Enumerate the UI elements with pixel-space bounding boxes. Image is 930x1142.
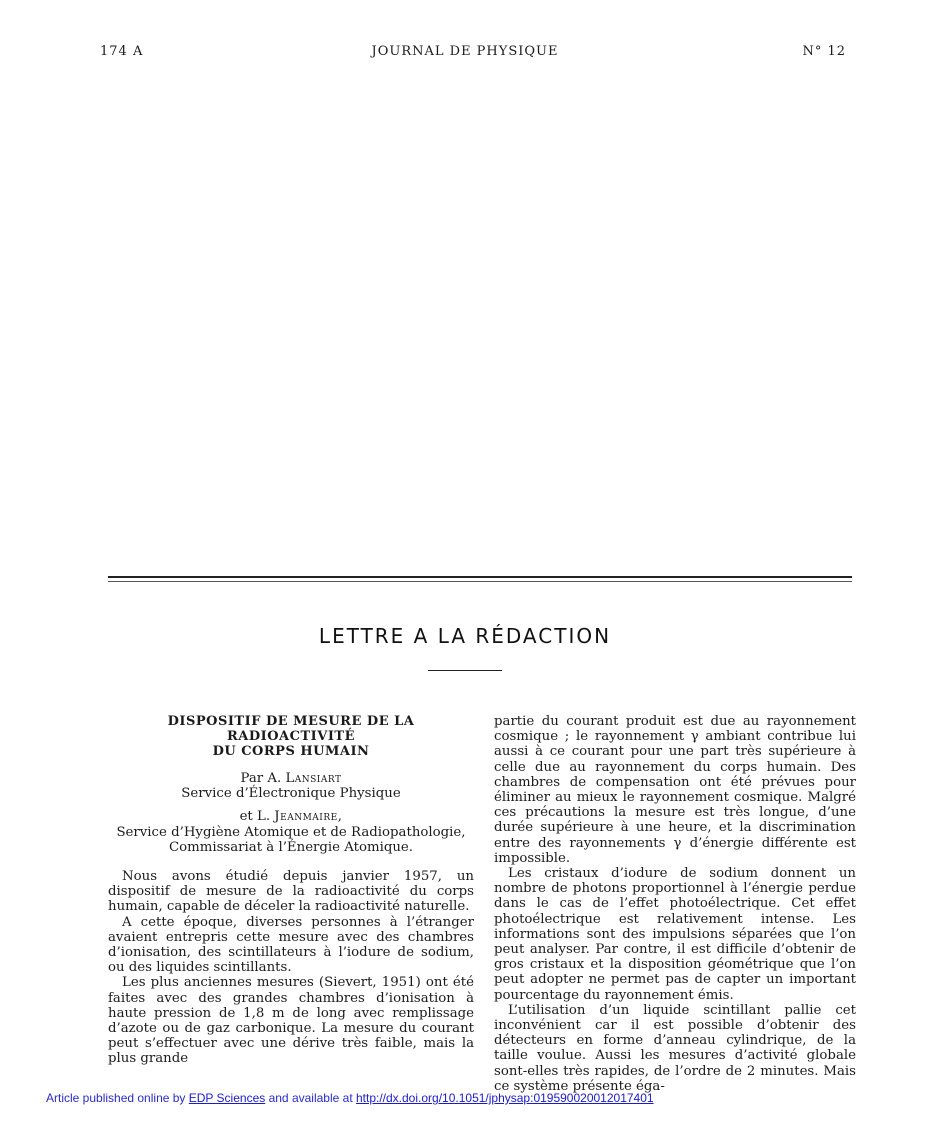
paragraph: Les plus anciennes mesures (Sievert, 1951) ont été faites avec des grandes chambres d’ionisation à haute pression de 1,8 m de long avec remplissage d’azote ou de gaz carbonique. La mesure du courant peut s’effectuer avec une dérive très faible, mais la plus grande <box>108 975 474 1067</box>
paragraph: A cette époque, diverses personnes à l’étranger avaient entrepris cette mesure avec des chambres d’ionisation, des scintillateurs à l’iodure de sodium, ou des liquides scintillants. <box>108 914 474 976</box>
journal-name: JOURNAL DE PHYSIQUE <box>371 44 559 59</box>
doi-link[interactable]: http://dx.doi.org/10.1051/jphysap:019590020012017401 <box>355 1091 654 1105</box>
author-jeanmaire: Jeanmaire, <box>274 809 343 825</box>
section-rule <box>108 576 852 578</box>
left-column <box>108 714 474 1067</box>
section-rule-thin <box>108 581 852 582</box>
paragraph: L’utilisation d’un liquide scintillant pallie cet inconvénient car il est possible d’obtenir des détecteurs en forme d’anneau cylindrique, de la taille voulue. Aussi les mesures d’activité globale sont-elles très rapides, de l’ordre de 2 minutes. Mais ce système présente éga- <box>494 1002 856 1094</box>
article-title <box>108 714 474 759</box>
article-title-line2: DU CORPS HUMAIN <box>212 744 370 759</box>
right-column <box>494 714 856 1094</box>
issue-number: N° 12 <box>802 44 846 59</box>
article-title-line1: DISPOSITIF DE MESURE DE LA RADIOACTIVITÉ <box>167 714 415 744</box>
paragraph: Nous avons étudié depuis janvier 1957, un dispositif de mesure de la radioactivité du corps humain, capable de déceler la radioactivité naturelle. <box>108 869 474 915</box>
publication-footer: Article published online by EDP Sciences and available at http://dx.doi.org/10.1051/jphysap:019590020012017401 <box>46 1091 654 1105</box>
affiliation-second-author-line2: Commissariat à l’Énergie Atomique. <box>168 839 414 855</box>
running-header <box>0 44 930 64</box>
byline-first-author: Par A. Lansiart <box>240 771 342 786</box>
byline-second-author: et L. Jeanmaire, <box>239 809 343 825</box>
affiliation-second-author-line1: Service d’Hygiène Atomique et de Radiopathologie, <box>116 824 466 840</box>
paragraph: Les cristaux d’iodure de sodium donnent un nombre de photons proportionnel à l’énergie perdue dans le cas de l’effet photoélectrique. Cet effet photoélectrique est relativement intense. Les informations sont des impulsions séparées que l’on peut analyser. Par contre, il est difficile d’obtenir de gros cristaux et la disposition géométrique que l’on peut adopter ne permet pas de capter un important pourcentage du rayonnement émis. <box>494 866 856 1003</box>
page-number: 174 A <box>100 44 144 59</box>
affiliation-first-author: Service d’Électronique Physique <box>181 786 401 802</box>
author-lansiart: Lansiart <box>285 771 342 786</box>
publisher-link[interactable]: EDP Sciences <box>188 1091 266 1105</box>
title-underline <box>428 670 502 671</box>
paragraph: partie du courant produit est due au rayonnement cosmique ; le rayonnement γ ambiant contribue lui aussi à ce courant pour une part très supérieure à celle due au rayonnement du corps humain. Des chambres de compensation ont été prévues pour éliminer au mieux le rayonnement cosmique. Malgré ces précautions la mesure est très longue, d’une durée supérieure à une heure, et la discrimination entre des rayonnements γ d’énergie différente est impossible. <box>494 714 856 866</box>
section-title: LETTRE A LA RÉDACTION <box>318 624 612 648</box>
